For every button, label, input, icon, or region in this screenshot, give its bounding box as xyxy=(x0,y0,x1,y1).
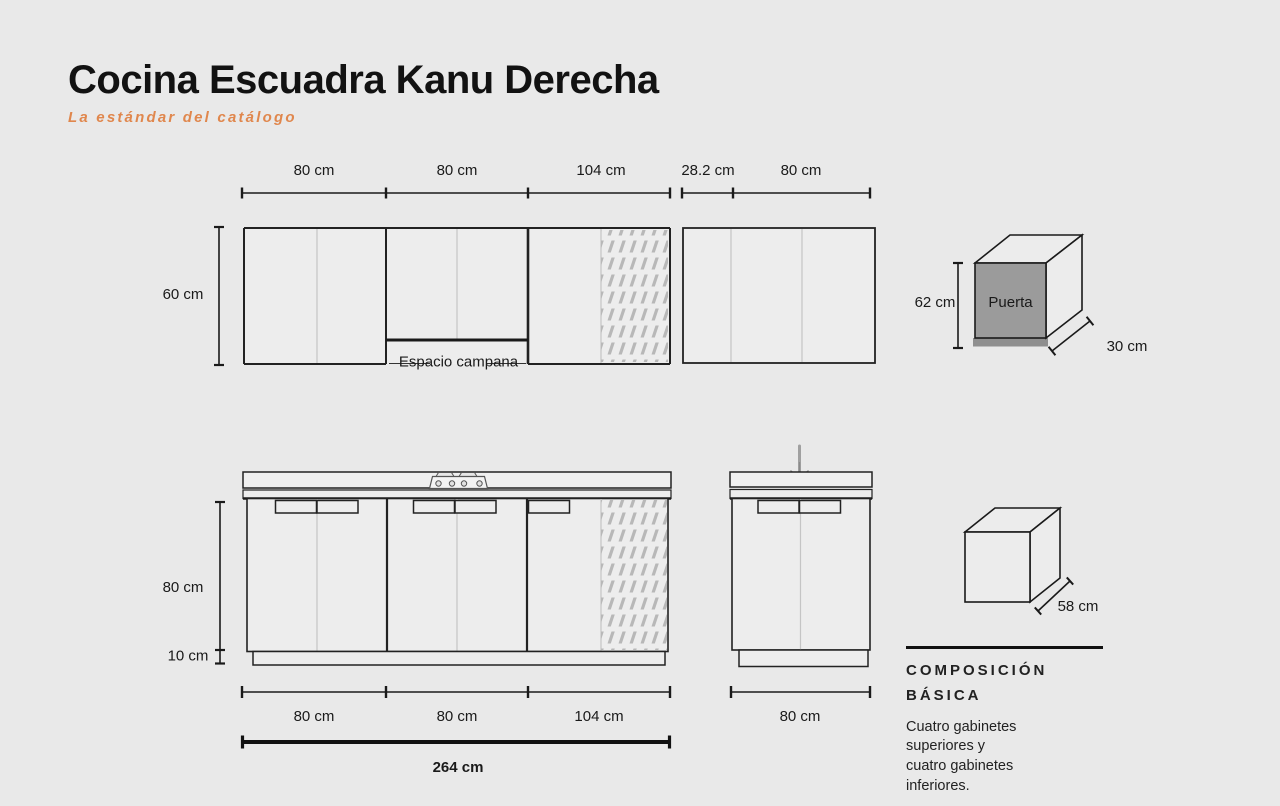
upper-height-label: 60 cm xyxy=(162,286,204,303)
door-handle xyxy=(414,501,455,514)
page-title: Cocina Escuadra Kanu Derecha xyxy=(68,58,659,102)
upper-dimension-row xyxy=(242,188,870,199)
dim-cap xyxy=(1087,317,1094,325)
door-cube-depth-label: 30 cm xyxy=(1106,338,1148,355)
door-handle xyxy=(276,501,317,514)
composition-section xyxy=(906,646,1111,797)
upper-cabinet-run xyxy=(244,228,670,371)
counter-cube-depth-label: 58 cm xyxy=(1057,598,1099,615)
dim-label-upper-4: 28.2 cm xyxy=(681,162,735,179)
composition-heading xyxy=(906,659,1111,709)
door-handle xyxy=(317,501,358,514)
cooktop-knob xyxy=(477,481,482,486)
composition-heading-line2: BÁSICA xyxy=(906,686,982,704)
lower-height-dimension xyxy=(215,502,225,664)
composition-heading-line1: COMPOSICIÓN xyxy=(906,662,1048,679)
dim-cap xyxy=(1049,347,1056,355)
cooktop-knob xyxy=(449,481,454,486)
composition-rule xyxy=(906,646,1103,649)
door-cube-shadow xyxy=(973,338,1048,347)
total-width-label: 264 cm xyxy=(432,759,484,776)
total-dimension xyxy=(242,736,670,749)
hatch-area-lower xyxy=(601,500,667,650)
lower-height-label: 80 cm xyxy=(162,579,204,596)
cooktop-knob xyxy=(436,481,441,486)
sink-cabinet xyxy=(730,446,872,667)
dim-label-lower-3: 104 cm xyxy=(574,708,624,725)
campana-label: Espacio campana xyxy=(398,353,519,371)
upper-right-cabinet xyxy=(683,228,875,363)
door-cube xyxy=(915,235,1148,355)
dim-label-upper-1: 80 cm xyxy=(293,162,335,179)
upper-dimension-labels xyxy=(294,162,822,179)
dim-label-lower-2: 80 cm xyxy=(436,708,478,725)
door-cube-label: Puerta xyxy=(988,294,1033,311)
dim-label-sink-width: 80 cm xyxy=(779,708,821,725)
dim-label-upper-5: 80 cm xyxy=(780,162,822,179)
bottom-dimension-row xyxy=(242,686,870,698)
lower-cabinet-run xyxy=(243,472,671,665)
composition-body-line: superiores y xyxy=(906,738,985,755)
counter-cube xyxy=(965,508,1098,615)
dim-label-lower-1: 80 cm xyxy=(293,708,335,725)
dim-label-upper-2: 80 cm xyxy=(436,162,478,179)
plinth-height-label: 10 cm xyxy=(167,647,209,665)
dim-label-upper-3: 104 cm xyxy=(576,162,626,179)
composition-body xyxy=(906,719,1111,796)
page-subtitle: La estándar del catálogo xyxy=(68,109,297,126)
door-handle xyxy=(529,501,570,514)
door-cube-height-label: 62 cm xyxy=(914,294,956,311)
composition-body-line: Cuatro gabinetes xyxy=(906,718,1017,735)
countertop xyxy=(730,472,872,487)
upper-height-dimension xyxy=(214,227,224,365)
cooktop-knob xyxy=(461,481,466,486)
bottom-dimension-labels xyxy=(294,708,821,725)
composition-body-line: cuatro gabinetes xyxy=(906,757,1014,774)
door-handle xyxy=(758,501,799,514)
hatch-area-upper xyxy=(601,230,668,362)
counter-cube-front-face xyxy=(965,532,1030,602)
door-handle xyxy=(455,501,496,514)
cabinet-body xyxy=(683,228,875,363)
counter-apron xyxy=(730,490,872,499)
plinth xyxy=(253,652,665,666)
plinth xyxy=(739,650,868,667)
composition-body-line: inferiores. xyxy=(906,777,970,794)
door-handle xyxy=(800,501,841,514)
